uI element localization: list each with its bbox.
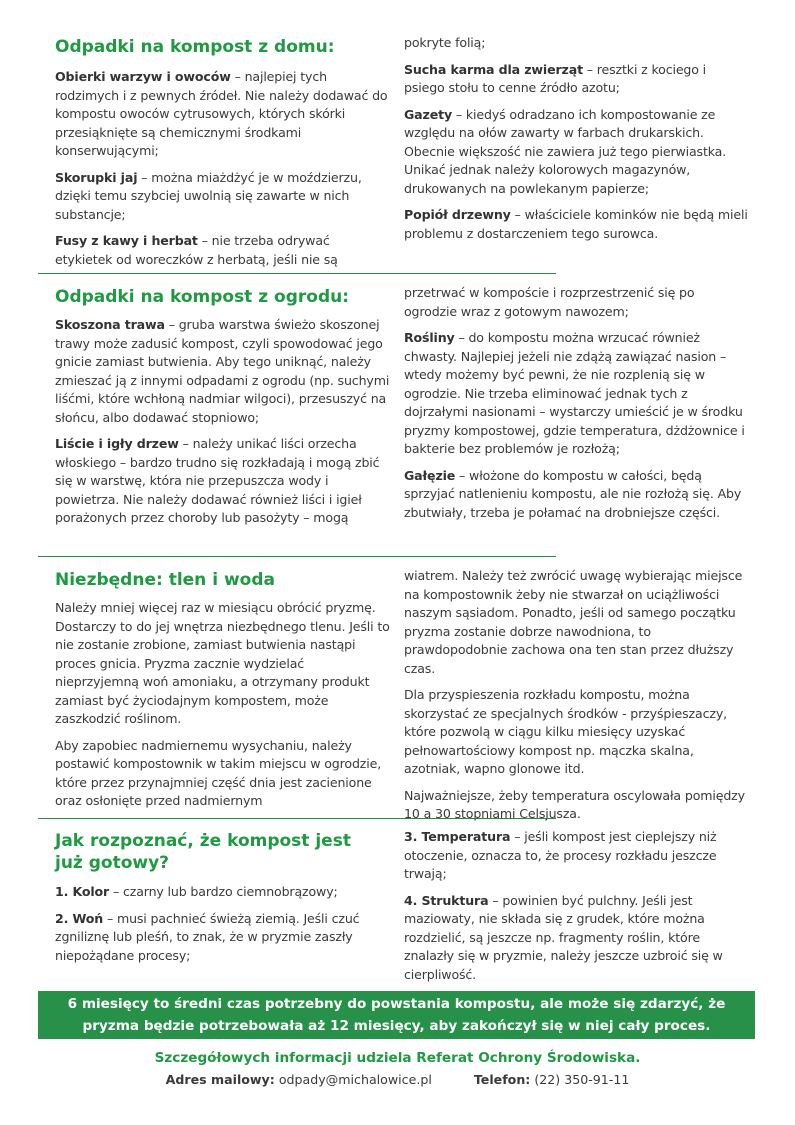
footer-contact — [0, 1072, 795, 1087]
term: Liście i igły drzew — [55, 436, 179, 451]
paragraph — [55, 435, 390, 528]
description: – jeśli kompost jest cieplejszy niż otoczenie, oznacza to, że procesy rozkładu jeszcze trwają; — [404, 829, 717, 881]
term: 1. Kolor — [55, 884, 110, 899]
description: – do kompostu można wrzucać również chwasty. Najlepiej jeżeli nie zdążą zawiązać nasion – wtedy możemy być pewni, że nie rozplenią się w ogrodzie. Nie trzeba eliminować jednak tych z dojrzałymi nasionami – wystarczy umieścić je w środku pryzmy kompostowej, gdzie temperatura, dżdżownice i bakterie bez problemów je rozłożą; — [404, 330, 745, 456]
section-garden-right — [404, 284, 749, 522]
email-link[interactable]: odpady@michalowice.pl — [278, 1072, 432, 1087]
phone-number: (22) 350-91-11 — [534, 1072, 630, 1087]
section-title: Odpadki na kompost z domu: — [55, 37, 335, 57]
description: – musi pachnieć świeżą ziemią. Jeśli czuć zgniliznę lub pleśń, to znak, że w pryzmie zaszły niepożądane procesy; — [55, 910, 360, 963]
paragraph — [55, 737, 390, 811]
section-oxygen-right — [404, 567, 749, 824]
phone-label: Telefon: — [473, 1072, 531, 1087]
paragraph — [404, 206, 749, 243]
description: – najlepiej tych rodzimych i z pewnych źródeł. Nie należy dodawać do kompostu owoców cytrusowych, których skórki przesiąknięte są chemicznymi środkami konserwującymi; — [55, 69, 388, 158]
section-divider — [38, 556, 556, 557]
description: – nie trzeba odrywać etykietek od woreczków z herbatą, jeśli nie są — [55, 233, 338, 267]
term: Skoszona trawa — [55, 317, 165, 332]
term: 3. Temperatura — [404, 829, 511, 844]
paragraph — [404, 686, 749, 779]
term: Rośliny — [404, 330, 455, 345]
description: – kiedyś odradzano ich kompostowanie ze względu na ołów zawarty w farbach drukarskich. Obecnie większość nie zawiera już tego pierwiastka. Unikać jednak należy kolorowych magazynów, drukowanych na powlekanym papierze; — [404, 106, 727, 196]
paragraph — [404, 106, 749, 199]
section-divider — [38, 818, 556, 819]
section-ready-right — [404, 828, 734, 984]
paragraph — [404, 284, 749, 321]
description: Należy mniej więcej raz w miesiącu obrócić pryzmę. Dostarczy to do jej wnętrza niezbędnego tlenu. Jeśli to nie zostanie zrobione, zamiast butwienia nastąpi proces gnicia. Pryzma zacznie wydzielać nieprzyjemną woń amoniaku, a otrzymany produkt zamiast być życiodajnym kompostem, może zaszkodzić roślinom. — [55, 600, 390, 726]
description: – czarny lub bardzo ciemnobrązowy; — [109, 884, 338, 899]
section-home-right — [404, 34, 749, 243]
paragraph — [55, 883, 355, 902]
section-divider — [38, 273, 556, 274]
email-label: Adres mailowy: — [165, 1072, 275, 1087]
section-garden-left — [55, 286, 390, 528]
term: Obierki warzyw i owoców — [55, 69, 231, 84]
paragraph — [55, 232, 390, 269]
description: Dla przyspieszenia rozkładu kompostu, można skorzystać ze specjalnych środków - przyśpieszaczy, które pozwolą w ciągu kilku miesięcy uzyskać pełnowartościowy kompost np. mączka skalna, azotniak, wapno glonowe itd. — [404, 687, 727, 776]
description: – właściciele kominków nie będą mieli problemu z dostarczeniem tego surowca. — [404, 207, 748, 241]
description: pokryte folią; — [404, 35, 486, 50]
paragraph — [404, 467, 749, 523]
paragraph — [55, 68, 390, 161]
paragraph — [404, 329, 749, 459]
paragraph — [55, 599, 390, 729]
description: – resztki z kociego i psiego stołu to cenne źródło azotu; — [404, 61, 707, 95]
term: 4. Struktura — [404, 892, 489, 908]
paragraph — [404, 892, 734, 985]
paragraph — [404, 34, 749, 53]
description: Aby zapobiec nadmiernemu wysychaniu, należy postawić kompostownik w takim miejscu w ogrodzie, które przez przynajmniej część dnia jest zacienione oraz osłonięte przed nadmiernym — [55, 737, 382, 808]
section-ready-left — [55, 830, 360, 965]
description: wiatrem. Należy też zwrócić uwagę wybierając miejsce na kompostownik żeby nie stwarzał on uciążliwości naszym sąsiadom. Ponadto, jeśli od samego początku pryzma zostanie dobrze nawodniona, to prawdopodobnie zachowa ona ten stan przez dłuższy czas. — [404, 568, 743, 676]
description: Najważniejsze, żeby temperatura oscylowała pomiędzy 10 a 30 stopniami Celsjusza. — [404, 787, 745, 821]
footer-title: Szczegółowych informacji udziela Referat Ochrony Środowiska. — [154, 1050, 641, 1066]
info-banner: 6 miesięcy to średni czas potrzebny do powstania kompostu, ale może się zdarzyć, że pryzma będzie potrzebowała aż 12 miesięcy, aby zakończył się w niej cały proces. — [38, 991, 755, 1039]
section-oxygen-left — [55, 569, 390, 811]
term: 2. Woń — [55, 910, 104, 926]
description: – można miażdżyć je w moździerzu, dzięki temu szybciej uwolnią się zawarte w nich substancje; — [55, 169, 362, 222]
description: – należy unikać liści orzecha włoskiego – bardzo trudno się rozkładają i mogą zbić się w warstwę, która nie przepuszcza wody i powietrza. Nie należy dodawać również liści i igieł porażonych przez choroby lub pasożyty – mogą — [55, 436, 380, 525]
term: Gazety — [404, 106, 453, 122]
paragraph — [404, 61, 749, 98]
term: Fusy z kawy i herbat — [55, 233, 198, 248]
section-title: Odpadki na kompost z ogrodu: — [55, 287, 350, 307]
term: Gałęzie — [404, 467, 456, 483]
term: Sucha karma dla zwierząt — [404, 61, 583, 77]
description: – włożone do kompostu w całości, będą sprzyjać natlenieniu kompostu, ale nie rozłożą się. Aby zbutwiały, trzeba je połamać na drobniejsze części. — [404, 467, 742, 520]
section-home-left — [55, 36, 390, 269]
term: Popiół drzewny — [404, 207, 511, 222]
description: – gruba warstwa świeżo skoszonej trawy może zadusić kompost, czyli spowodować jego gnicie zamiast butwienia. Aby tego uniknąć, należy zmieszać ją z innymi odpadami z ogrodu (np. suchymi liśćmi, które wchłoną nadmiar wilgoci), przesuszyć na słońcu, albo dodawać stopniowo; — [55, 317, 390, 425]
paragraph — [55, 316, 390, 427]
paragraph — [55, 169, 390, 225]
term: Skorupki jaj — [55, 169, 138, 185]
description: – powinien być pulchny. Jeśli jest maziowaty, nie składa się z grudek, które można rozdzielić, są jeszcze np. fragmenty roślin, które znalazły się w pryzmie, należy jeszcze uzbroić się w cierpliwość. — [404, 892, 723, 982]
description: przetrwać w kompoście i rozprzestrzenić się po ogrodzie wraz z gotowym nawozem; — [404, 285, 695, 319]
section-title: Niezbędne: tlen i woda — [55, 570, 275, 590]
paragraph — [404, 828, 734, 884]
paragraph — [404, 567, 749, 678]
section-title: Jak rozpoznać, że kompost jest już gotowy? — [55, 831, 351, 873]
paragraph — [55, 910, 375, 966]
